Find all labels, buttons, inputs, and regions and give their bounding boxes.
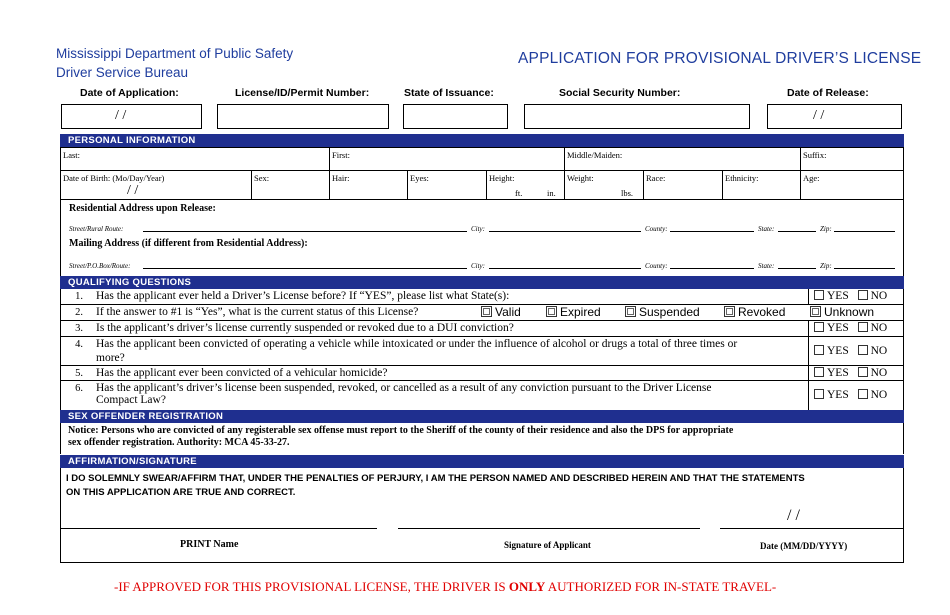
print-name-label: PRINT Name xyxy=(180,539,239,550)
q1-number: 1. xyxy=(75,291,83,302)
mailing-street-label: Street/P.O.Box/Route: xyxy=(69,262,131,270)
sex-label: Sex: xyxy=(254,173,270,183)
ethnicity-field[interactable] xyxy=(722,170,801,200)
col-divider xyxy=(808,289,809,304)
affirmation-text-line1: I DO SOLEMNLY SWEAR/AFFIRM THAT, UNDER THE PENALTIES OF PERJURY, I AM THE PERSON NAMED AND DESCRIBED HEREIN AND THAT THE STATEMENTS xyxy=(66,473,805,484)
q5-yes-checkbox[interactable] xyxy=(814,367,824,377)
mailing-state-input[interactable] xyxy=(778,268,816,269)
row-divider xyxy=(60,336,904,337)
signature-label: Signature of Applicant xyxy=(504,540,591,550)
footer-notice xyxy=(114,579,776,595)
status-unknown-checkbox[interactable] xyxy=(810,306,821,317)
q3-no-label: NO xyxy=(870,322,888,334)
q1-answer xyxy=(814,290,887,302)
sex-offender-header: SEX OFFENDER REGISTRATION xyxy=(60,410,904,423)
sex-field[interactable] xyxy=(251,170,330,200)
date-line[interactable] xyxy=(720,528,904,529)
date-of-application-label: Date of Application: xyxy=(80,87,179,99)
q6-line2: Compact Law? xyxy=(96,394,166,406)
last-name-field[interactable] xyxy=(60,147,330,171)
status-revoked-label: Revoked xyxy=(738,305,786,319)
hair-label: Hair: xyxy=(332,173,350,183)
q4-line1: Has the applicant been convicted of operating a vehicle while intoxicated or under the influence of alcohol or drugs a total of three times or xyxy=(96,338,738,350)
q3-number: 3. xyxy=(75,323,83,334)
middle-name-field[interactable] xyxy=(564,147,801,171)
row-divider xyxy=(60,320,904,321)
q3-text: Is the applicant’s driver’s license currently suspended or revoked due to a DUI conviction? xyxy=(96,322,514,334)
status-valid-option[interactable] xyxy=(481,305,521,319)
ethnicity-label: Ethnicity: xyxy=(725,173,759,183)
status-unknown-option[interactable] xyxy=(810,305,874,319)
residential-county-label: County: xyxy=(645,225,668,233)
mailing-address-label: Mailing Address (if different from Residential Address): xyxy=(69,238,308,249)
status-revoked-checkbox[interactable] xyxy=(724,306,735,317)
residential-zip-input[interactable] xyxy=(834,231,895,232)
weight-label: Weight: xyxy=(567,173,594,183)
feet-unit: ft. xyxy=(515,188,523,198)
status-expired-label: Expired xyxy=(560,305,601,319)
race-field[interactable] xyxy=(643,170,723,200)
mailing-zip-label: Zip: xyxy=(820,262,832,270)
row-divider xyxy=(60,365,904,366)
q2-number: 2. xyxy=(75,307,83,318)
q6-text xyxy=(96,382,801,406)
height-field[interactable] xyxy=(486,170,565,200)
q4-no-label: NO xyxy=(870,345,888,357)
first-name-field[interactable] xyxy=(329,147,565,171)
q6-yes-checkbox[interactable] xyxy=(814,389,824,399)
q5-text: Has the applicant ever been convicted of a vehicular homicide? xyxy=(96,367,388,379)
q5-no-checkbox[interactable] xyxy=(858,367,868,377)
residential-street-label: Street/Rural Route: xyxy=(69,225,124,233)
mailing-city-input[interactable] xyxy=(489,268,641,269)
q4-text xyxy=(96,338,801,364)
state-of-issuance-field[interactable] xyxy=(403,104,508,129)
residential-state-input[interactable] xyxy=(778,231,816,232)
mailing-state-label: State: xyxy=(758,262,775,270)
sex-offender-notice-line2: sex offender registration. Authority: MCA 45-33-27. xyxy=(68,437,290,448)
print-name-line[interactable] xyxy=(60,528,377,529)
q6-no-label: NO xyxy=(870,389,888,401)
middle-name-label: Middle/Maiden: xyxy=(567,150,623,160)
status-expired-checkbox[interactable] xyxy=(546,306,557,317)
q5-yes-label: YES xyxy=(827,367,849,379)
q4-line2: more? xyxy=(96,352,125,364)
age-label: Age: xyxy=(803,173,820,183)
date-of-release-field[interactable] xyxy=(767,104,902,129)
q6-line1: Has the applicant’s driver’s license been suspended, revoked, or cancelled as a result of any conviction pursuant to the Driver License xyxy=(96,382,712,394)
state-of-issuance-label: State of Issuance: xyxy=(404,87,494,99)
q6-number: 6. xyxy=(75,383,83,394)
status-suspended-label: Suspended xyxy=(639,305,700,319)
dob-field[interactable] xyxy=(60,170,252,200)
sex-offender-notice-line1: Notice: Persons who are convicted of any registerable sex offense must report to the Sheriff of the county of their residence and also the DPS for appropriate xyxy=(68,425,734,436)
suffix-label: Suffix: xyxy=(803,150,827,160)
personal-information-header: PERSONAL INFORMATION xyxy=(60,134,904,147)
status-suspended-checkbox[interactable] xyxy=(625,306,636,317)
q3-yes-label: YES xyxy=(827,322,849,334)
affirmation-header: AFFIRMATION/SIGNATURE xyxy=(60,455,904,468)
q1-yes-label: YES xyxy=(827,290,849,302)
q4-number: 4. xyxy=(75,339,83,350)
dob-slashes: / / xyxy=(127,183,139,198)
q6-no-checkbox[interactable] xyxy=(858,389,868,399)
release-date-slashes: / / xyxy=(813,108,825,123)
residential-zip-label: Zip: xyxy=(820,225,832,233)
q3-answer xyxy=(814,322,887,334)
footer-text-after: AUTHORIZED FOR IN-STATE TRAVEL- xyxy=(545,579,777,594)
col-divider xyxy=(808,320,809,410)
q6-yes-label: YES xyxy=(827,389,849,401)
footer-text-before: -IF APPROVED FOR THIS PROVISIONAL LICENSE, THE DRIVER IS xyxy=(114,579,509,594)
q4-yes-label: YES xyxy=(827,345,849,357)
inches-unit: in. xyxy=(547,188,556,198)
mailing-county-label: County: xyxy=(645,262,668,270)
affirmation-text-line2: ON THIS APPLICATION ARE TRUE AND CORRECT. xyxy=(66,487,296,498)
status-expired-option[interactable] xyxy=(546,305,601,319)
race-label: Race: xyxy=(646,173,666,183)
license-number-field[interactable] xyxy=(217,104,389,129)
status-unknown-label: Unknown xyxy=(824,305,875,319)
residential-city-label: City: xyxy=(471,225,485,233)
q5-no-label: NO xyxy=(870,367,888,379)
row-divider xyxy=(60,380,904,381)
q3-no-checkbox[interactable] xyxy=(858,322,868,332)
qualifying-questions-header: QUALIFYING QUESTIONS xyxy=(60,276,904,289)
status-valid-checkbox[interactable] xyxy=(481,306,492,317)
mailing-zip-input[interactable] xyxy=(834,268,895,269)
q1-text: Has the applicant ever held a Driver’s License before? If “YES”, please list what State(s): xyxy=(96,290,510,302)
q4-yes-checkbox[interactable] xyxy=(814,345,824,355)
q4-answer xyxy=(814,345,887,357)
q4-no-checkbox[interactable] xyxy=(858,345,868,355)
license-number-label: License/ID/Permit Number: xyxy=(235,87,370,99)
status-valid-label: Valid xyxy=(495,305,521,319)
mailing-city-label: City: xyxy=(471,262,485,270)
q1-no-label: NO xyxy=(870,290,888,302)
signature-line[interactable] xyxy=(398,528,700,529)
q6-answer xyxy=(814,389,887,401)
pounds-unit: lbs. xyxy=(621,188,634,198)
mailing-county-input[interactable] xyxy=(670,268,754,269)
q1-no-checkbox[interactable] xyxy=(858,290,868,300)
agency-name: Mississippi Department of Public Safety xyxy=(56,46,294,61)
q2-text: If the answer to #1 is “Yes”, what is the current status of this License? xyxy=(96,306,419,318)
residential-street-input[interactable] xyxy=(143,231,467,232)
residential-address-label: Residential Address upon Release: xyxy=(69,203,216,214)
weight-field[interactable] xyxy=(564,170,644,200)
ssn-field[interactable] xyxy=(524,104,750,129)
status-revoked-option[interactable] xyxy=(724,305,785,319)
ssn-label: Social Security Number: xyxy=(559,87,681,99)
age-field[interactable] xyxy=(800,170,904,200)
dob-label: Date of Birth: (Mo/Day/Year) xyxy=(63,173,165,183)
suffix-field[interactable] xyxy=(800,147,904,171)
date-slashes: / / xyxy=(115,108,127,123)
q3-yes-checkbox[interactable] xyxy=(814,322,824,332)
footer-emphasis: ONLY xyxy=(508,579,546,594)
date-of-release-label: Date of Release: xyxy=(787,87,869,99)
hair-field[interactable] xyxy=(329,170,408,200)
agency-bureau: Driver Service Bureau xyxy=(56,65,189,80)
mailing-street-input[interactable] xyxy=(143,268,467,269)
q5-number: 5. xyxy=(75,368,83,379)
q5-answer xyxy=(814,367,887,379)
residential-city-input[interactable] xyxy=(489,231,641,232)
date-label: Date (MM/DD/YYYY) xyxy=(760,541,848,551)
residential-county-input[interactable] xyxy=(670,231,754,232)
q1-yes-checkbox[interactable] xyxy=(814,290,824,300)
height-label: Height: xyxy=(489,173,515,183)
first-name-label: First: xyxy=(332,150,350,160)
residential-state-label: State: xyxy=(758,225,775,233)
eyes-label: Eyes: xyxy=(410,173,429,183)
eyes-field[interactable] xyxy=(407,170,487,200)
last-name-label: Last: xyxy=(63,150,80,160)
signature-date-slashes: / / xyxy=(787,507,800,524)
page-title: APPLICATION FOR PROVISIONAL DRIVER’S LICENSE xyxy=(518,50,922,67)
status-suspended-option[interactable] xyxy=(625,305,700,319)
date-of-application-field[interactable] xyxy=(61,104,202,129)
